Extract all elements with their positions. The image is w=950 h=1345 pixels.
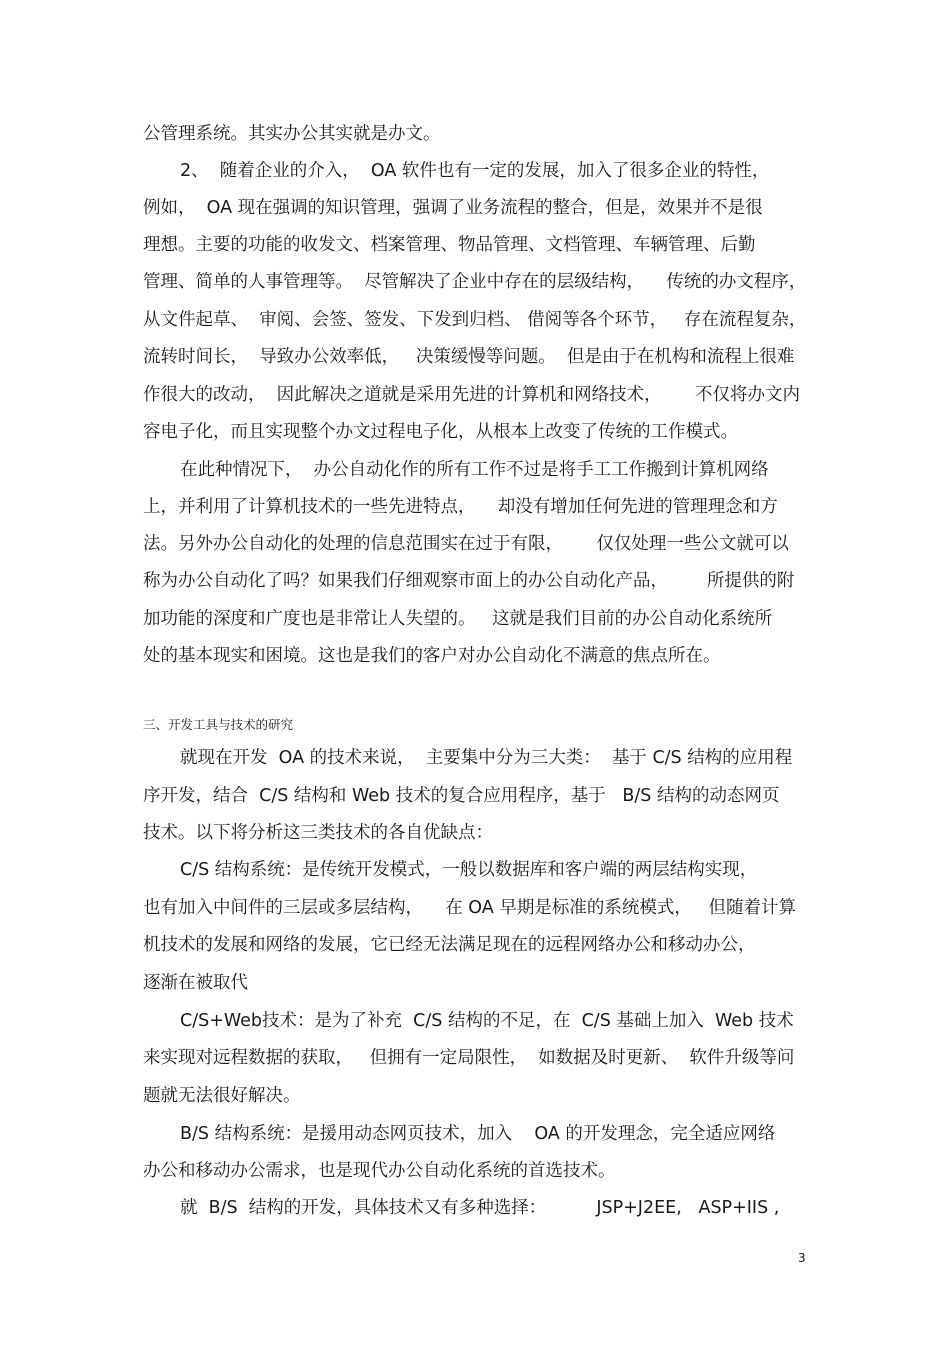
text-line: C/S+Web技术：是为了补充 C/S 结构的不足，在 C/S 基础上加入 Web 技术 xyxy=(180,1011,794,1031)
text-line: B/S 结构系统：是援用动态网页技术，加入 OA 的开发理念，完全适应网络 xyxy=(180,1124,776,1144)
text-line: 题就无法很好解决。 xyxy=(143,1086,301,1106)
page-number: 3 xyxy=(798,1251,806,1265)
text-line: 从文件起草、 审阅、会签、签发、下发到归档、 借阅等各个环节， 存在流程复杂， xyxy=(143,310,807,330)
text-line: 办公和移动办公需求，也是现代办公自动化系统的首选技术。 xyxy=(143,1161,616,1181)
text-line: 理想。主要的功能的收发文、档案管理、物品管理、文档管理、车辆管理、后勤 xyxy=(143,235,756,255)
text-line: 管理、简单的人事管理等。 尽管解决了企业中存在的层级结构， 传统的办文程序， xyxy=(143,272,807,292)
text-line: 也有加入中间件的三层或多层结构， 在 OA 早期是标准的系统模式， 但随着计算 xyxy=(143,898,797,918)
text-line: 称为办公自动化了吗？如果我们仔细观察市面上的办公自动化产品， 所提供的附 xyxy=(143,571,795,591)
text-line: 2、 随着企业的介入， OA 软件也有一定的发展，加入了很多企业的特性， xyxy=(180,161,770,181)
text-line: 流转时间长， 导致办公效率低， 决策缓慢等问题。 但是由于在机构和流程上很难 xyxy=(143,347,795,367)
section-heading: 三、开发工具与技术的研究 xyxy=(143,717,294,732)
text-line: 机技术的发展和网络的发展，它已经无法满足现在的远程网络办公和移动办公， xyxy=(143,935,756,955)
text-line: 在此种情况下， 办公自动化作的所有工作不过是将手工工作搬到计算机网络 xyxy=(180,460,769,480)
text-line: 逐渐在被取代 xyxy=(143,973,248,993)
text-line: 公管理系统。其实办公其实就是办文。 xyxy=(143,124,441,144)
text-line: 就 B/S 结构的开发，具体技术又有多种选择： JSP+J2EE, ASP+IIS , xyxy=(180,1198,780,1218)
text-line: 容电子化，而且实现整个办文过程电子化，从根本上改变了传统的工作模式。 xyxy=(143,422,738,442)
text-line: 来实现对远程数据的获取， 但拥有一定局限性， 如数据及时更新、 软件升级等问 xyxy=(143,1048,795,1068)
text-line: 序开发，结合 C/S 结构和 Web 技术的复合应用程序，基于 B/S 结构的动态网页 xyxy=(143,786,780,806)
text-line: 加功能的深度和广度也是非常让人失望的。 这就是我们目前的办公自动化系统所 xyxy=(143,609,773,629)
text-line: 例如， OA 现在强调的知识管理，强调了业务流程的整合，但是，效果并不是很 xyxy=(143,198,763,218)
text-line: C/S 结构系统：是传统开发模式，一般以数据库和客户端的两层结构实现， xyxy=(180,860,758,880)
text-line: 处的基本现实和困境。这也是我们的客户对办公自动化不满意的焦点所在。 xyxy=(143,646,721,666)
text-line: 就现在开发 OA 的技术来说， 主要集中分为三大类： 基于 C/S 结构的应用程 xyxy=(180,748,793,768)
text-line: 作很大的改动， 因此解决之道就是采用先进的计算机和网络技术， 不仅将办文内 xyxy=(143,385,800,405)
text-line: 法。另外办公自动化的处理的信息范围实在过于有限， 仅仅处理一些公文就可以 xyxy=(143,534,789,554)
text-line: 上，并利用了计算机技术的一些先进特点， 却没有增加任何先进的管理理念和方 xyxy=(143,497,778,517)
text-line: 技术。以下将分析这三类技术的各自优缺点： xyxy=(143,823,493,843)
